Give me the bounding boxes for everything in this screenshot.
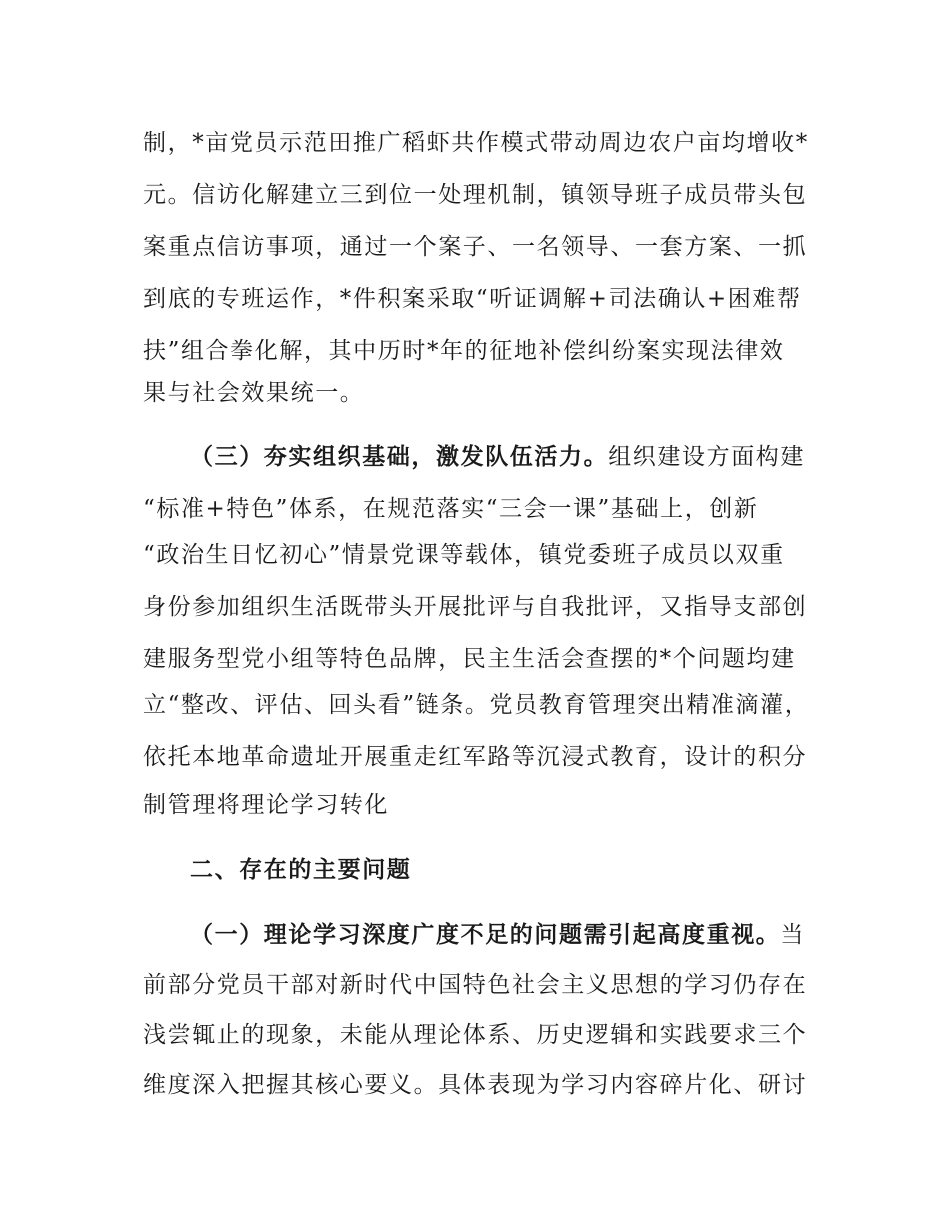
paragraph-line: 依托本地革命遗址开展重走红军路等沉浸式教育，设计的积分 bbox=[143, 744, 808, 770]
paragraph-heading-line bbox=[190, 920, 805, 950]
paragraph-line: 立“整改、评估、回头看”链条。党员教育管理突出精准滴灌， bbox=[143, 692, 810, 718]
paragraph-line: 扶”组合拳化解，其中历时*年的征地补偿纠纷案实现法律效 bbox=[143, 338, 785, 364]
paragraph-line: “标准+特色”体系，在规范落实“三会一课”基础上，创新 bbox=[143, 496, 759, 522]
paragraph-line: 维度深入把握其核心要义。具体表现为学习内容碎片化、研讨 bbox=[143, 1072, 808, 1098]
paragraph-line: 浅尝辄止的现象，未能从理论体系、历史逻辑和实践要求三个 bbox=[143, 1022, 808, 1048]
subsection-heading: （一）理论学习深度广度不足的问题需引起高度重视。 bbox=[190, 922, 781, 948]
paragraph-line: 建服务型党小组等特色品牌，民主生活会查摆的*个问题均建 bbox=[143, 646, 796, 672]
paragraph-line: “政治生日忆初心”情景党课等载体，镇党委班子成员以双重 bbox=[143, 542, 785, 568]
paragraph-line: 身份参加组织生活既带头开展批评与自我批评，又指导支部创 bbox=[143, 594, 808, 620]
paragraph-text: 组织建设方面构建 bbox=[608, 444, 806, 470]
paragraph-line: 制，*亩党员示范田推广稻虾共作模式带动周边农户亩均增收* bbox=[143, 130, 809, 156]
paragraph-line: 案重点信访事项，通过一个案子、一名领导、一套方案、一抓 bbox=[143, 234, 808, 260]
paragraph-heading-line bbox=[190, 442, 805, 472]
paragraph-text: 当 bbox=[780, 922, 806, 948]
paragraph-line: 元。信访化解建立三到位一处理机制，镇领导班子成员带头包 bbox=[143, 182, 808, 208]
section-title: 二、存在的主要问题 bbox=[190, 857, 412, 883]
paragraph-line: 果与社会效果统一。 bbox=[143, 380, 365, 406]
paragraph-line: 到底的专班运作，*件积案采取“听证调解+司法确认+困难帮 bbox=[143, 286, 802, 312]
subsection-heading: （三）夯实组织基础，激发队伍活力。 bbox=[190, 444, 609, 470]
paragraph-line: 制管理将理论学习转化 bbox=[143, 792, 389, 818]
paragraph-line: 前部分党员干部对新时代中国特色社会主义思想的学习仍存在 bbox=[143, 972, 808, 998]
